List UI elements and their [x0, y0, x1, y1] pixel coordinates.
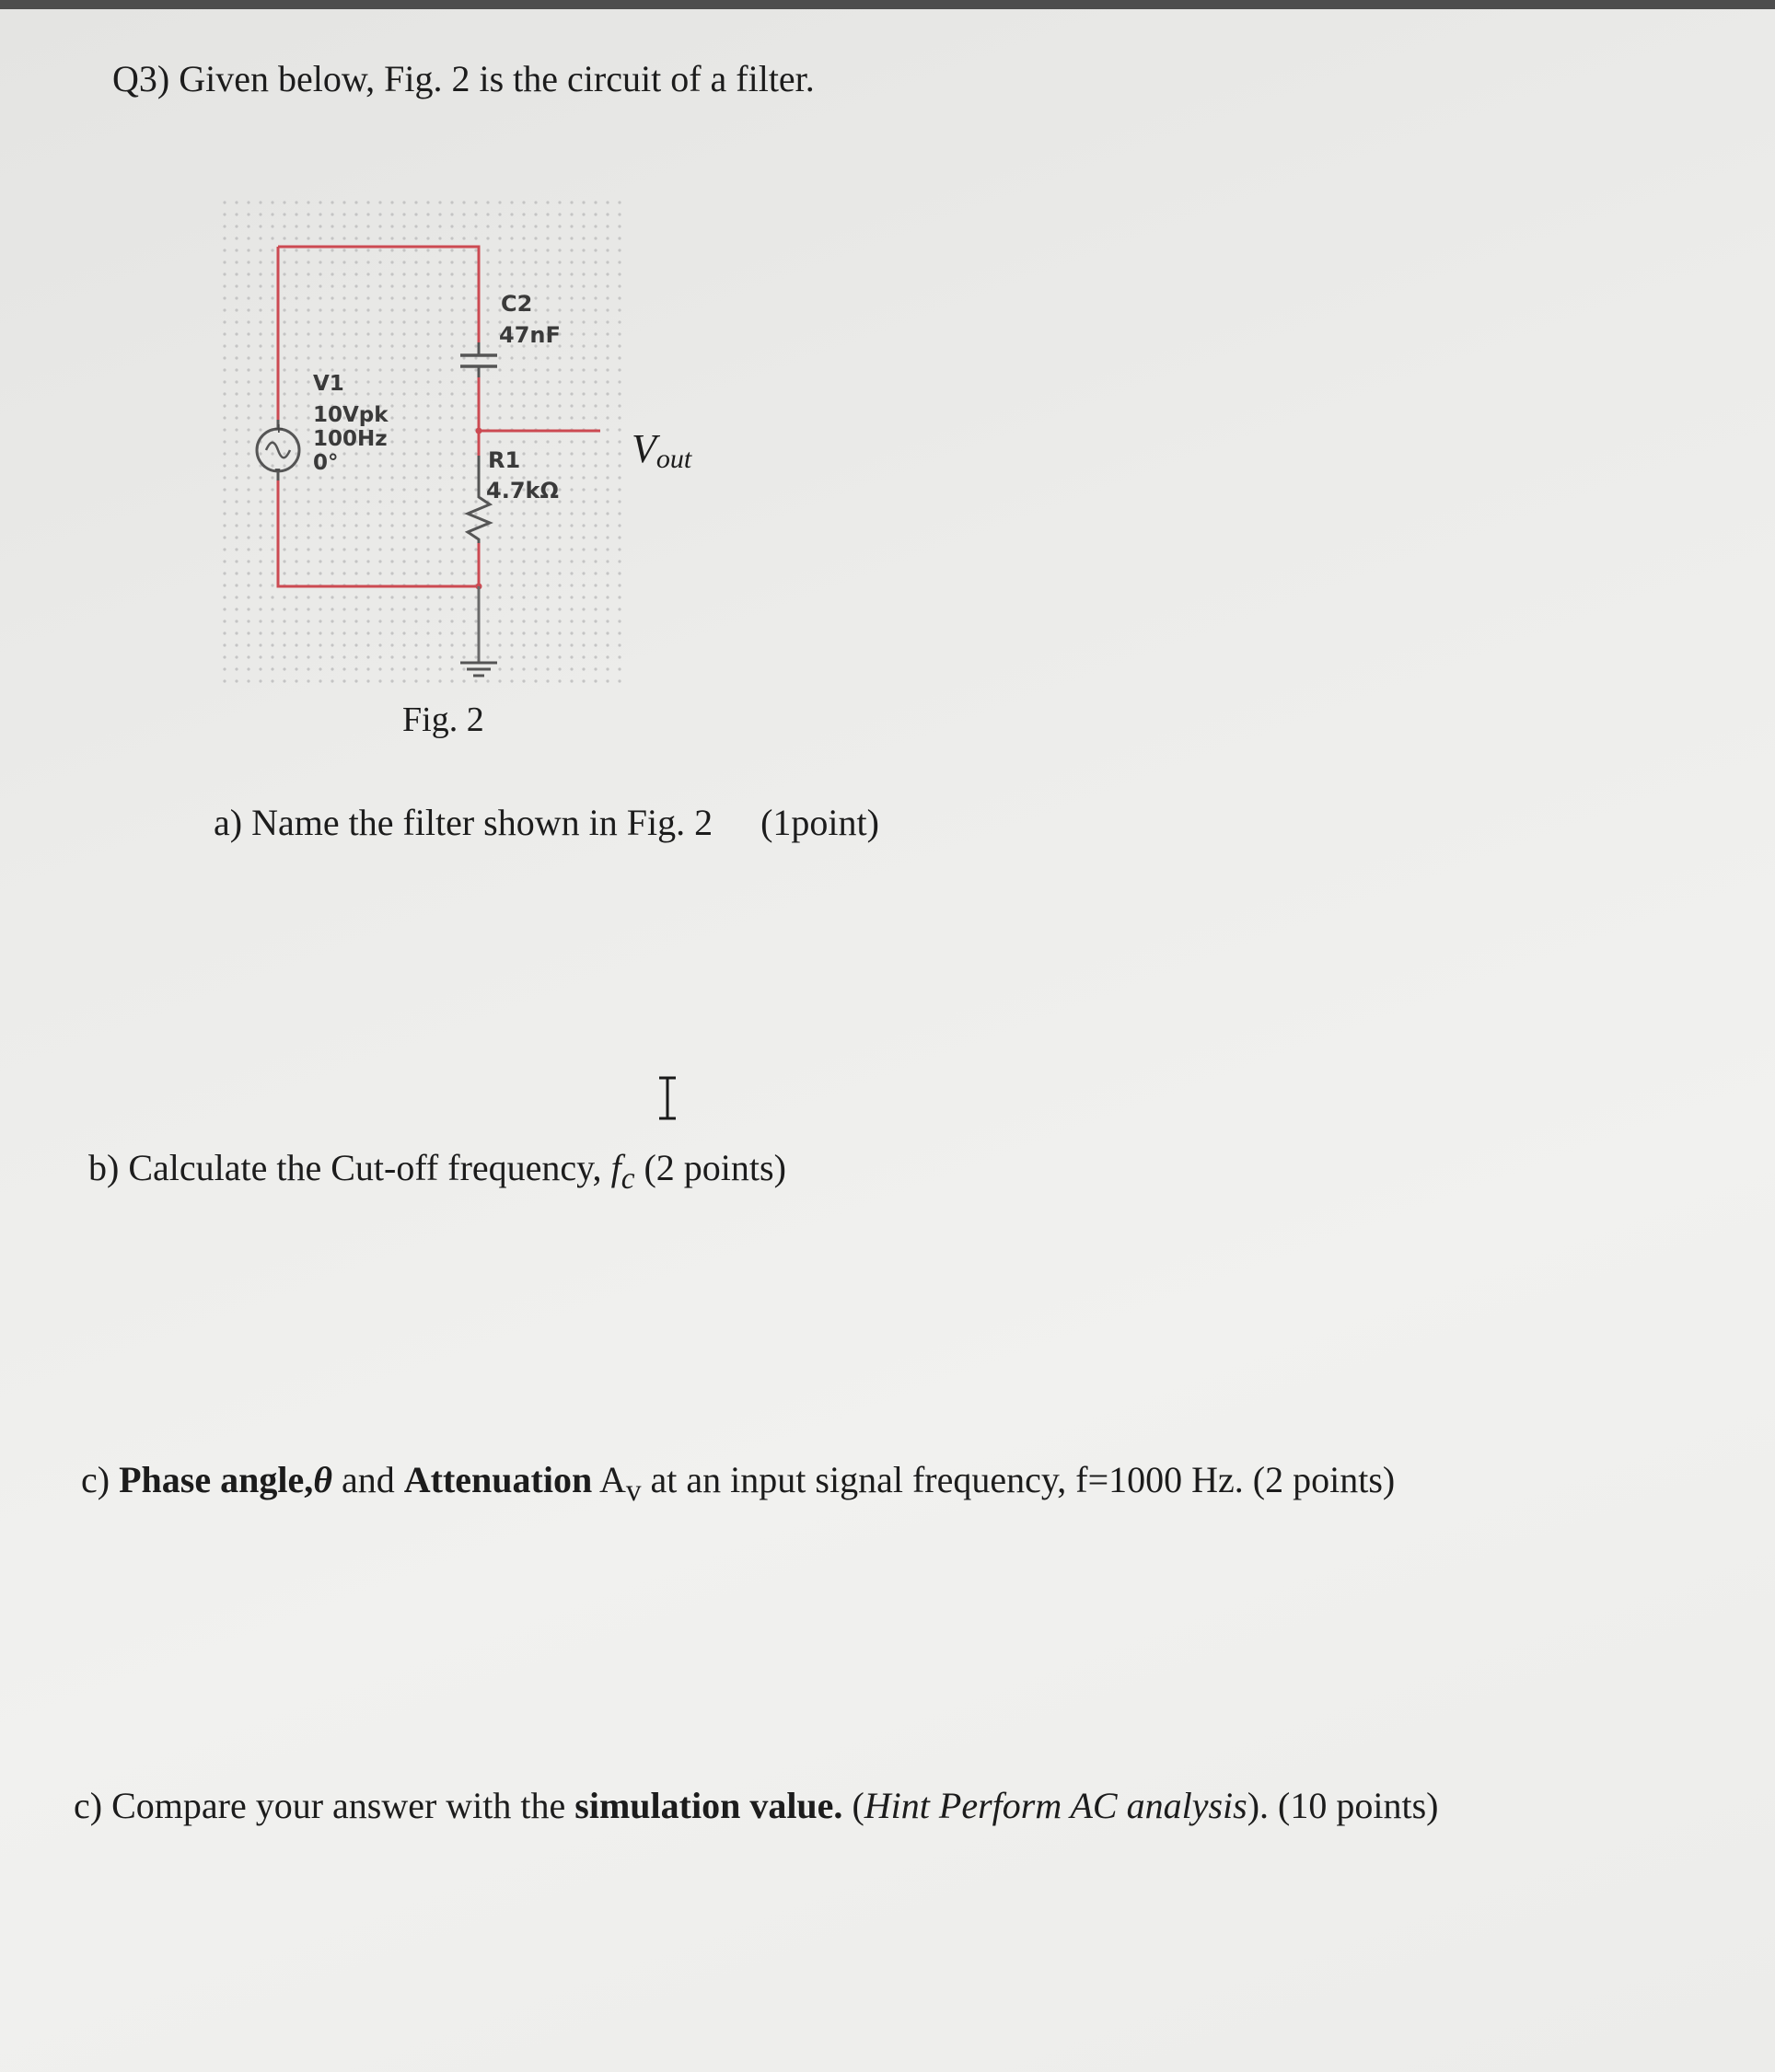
output-node: [476, 428, 482, 434]
v1-name: V1: [313, 372, 344, 396]
vout-symbol: V: [632, 426, 656, 471]
question-a: [214, 801, 879, 844]
question-b: [88, 1146, 786, 1197]
attenuation-label: Attenuation: [403, 1459, 593, 1500]
question-c-prefix: c): [81, 1459, 120, 1500]
question-a-points: (1point): [760, 802, 879, 843]
av-symbol: A: [592, 1459, 626, 1500]
av-subscript: v: [625, 1474, 642, 1508]
question-b-points: (2 points): [634, 1147, 786, 1188]
theta-symbol: θ: [313, 1459, 332, 1500]
simulation-value-label: simulation value.: [574, 1785, 843, 1826]
v1-frequency: 100Hz: [313, 427, 388, 451]
question-c-compare: [74, 1784, 1438, 1827]
text-cursor-icon: [654, 1075, 681, 1121]
fc-symbol: f: [610, 1147, 621, 1188]
question-b-prefix: b) Calculate the Cut-off frequency,: [88, 1147, 611, 1188]
question-title: Q3) Given below, Fig. 2 is the circuit of a filter.: [112, 58, 815, 99]
question-a-text: a) Name the filter shown in Fig. 2: [214, 802, 713, 843]
hint-text: Hint Perform AC analysis: [864, 1785, 1247, 1826]
compare-prefix: c) Compare your answer with the: [74, 1785, 575, 1826]
v1-amplitude: 10Vpk: [313, 403, 389, 427]
figure-caption: Fig. 2: [402, 700, 484, 739]
c2-value: 47nF: [499, 322, 561, 348]
svg-text:–: –: [274, 462, 281, 477]
r1-name: R1: [488, 447, 521, 473]
phase-angle-label: Phase angle,: [119, 1459, 314, 1500]
question-c-rest: at an input signal frequency, f=1000 Hz. (2 points): [641, 1459, 1396, 1500]
vout-label: [632, 426, 692, 474]
c2-name: C2: [501, 291, 533, 317]
r1-value: 4.7kΩ: [486, 478, 559, 504]
fc-subscript: c: [621, 1162, 635, 1196]
hint-close: ). (10 points): [1247, 1785, 1439, 1826]
question-c-phase: [81, 1458, 1395, 1509]
v1-phase: 0°: [313, 451, 339, 475]
schematic-grid: [223, 201, 630, 684]
hint-open: (: [842, 1785, 864, 1826]
vout-subscript: out: [655, 444, 692, 474]
and-text: and: [331, 1459, 404, 1500]
svg-text:+: +: [273, 422, 284, 436]
